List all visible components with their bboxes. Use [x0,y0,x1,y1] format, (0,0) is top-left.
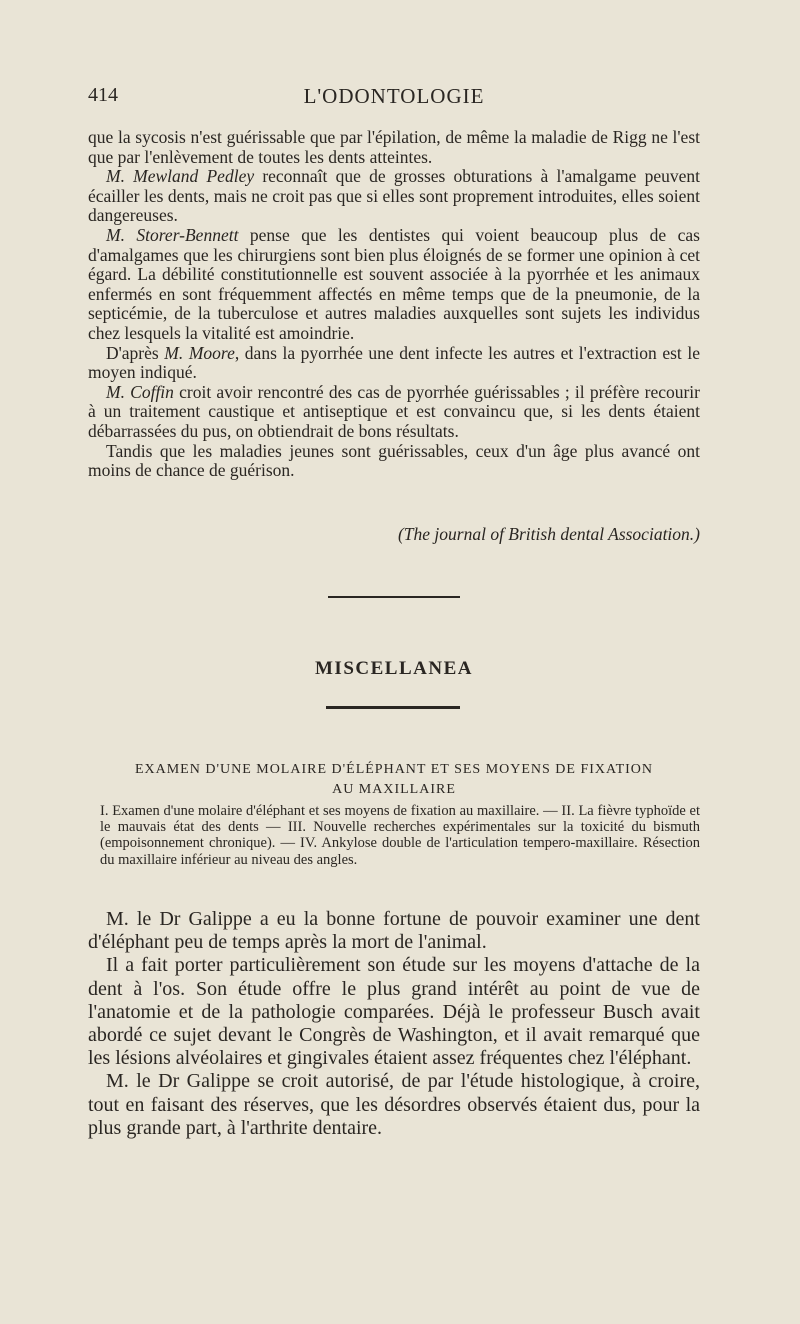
paragraph: Il a fait porter particulièrement son étude sur les moyens d'attache de la dent à l'os. Son étude offre le plus grand intérêt au point de vue de l'anatomie et de la pathologie comparées. Déjà le professeur Busch avait abordé ce sujet devant le Congrès de Washington, et il avait remarqué que les lésions alvéolaires et gingivales étaient assez fréquentes chez l'éléphant. [88,954,700,1070]
article-elephant-text [88,908,700,1140]
paragraph [88,344,700,383]
article-title [88,760,700,800]
paragraph-text: , dans la pyorrhée une dent infecte les autres et l'extraction est le moyen indiqué. [88,342,700,383]
paragraph-text: croit avoir rencontré des cas de pyorrhée guérissables ; il préfère recourir à un traitement caustique et antiseptique et est convaincu que, si les dents étaient débarrassées du pus, on obtiendrait de bons résultats. [88,381,701,441]
paragraph [88,167,700,226]
speaker-name: M. Mewland Pedley [106,166,255,187]
speaker-name: M. Storer-Bennett [106,224,239,245]
article-title-line: EXAMEN D'UNE MOLAIRE D'ÉLÉPHANT ET SES MOYENS DE FIXATION [134,762,654,777]
paragraph-text: reconnaît que de grosses obturations à l'amalgame peuvent écailler les dents, mais ne croit pas que si elles sont proprement introduites, elles soient dangereuses. [88,166,700,226]
speaker-name: M. Moore [164,342,235,363]
section-title: MISCELLANEA [315,658,473,679]
paragraph [88,383,700,442]
paragraph-text: pense que les dentistes qui voient beaucoup plus de cas d'amalgames que les chirurgiens sont bien plus éloignés de se former une opinion à cet égard. La débilité constitutionnelle est souvent associée à la pyorrhée et les animaux enfermés en sont fréquemment affectés en même temps que de la pneumonie, de la septicémie, de la tuberculose et autres maladies auxquelles sont sujets les individus chez lesquels la vitalité est amoindrie. [88,224,700,343]
article-pyorrhea-text [88,128,700,481]
paragraph-text: D'après [106,342,165,363]
source-citation: (The journal of British dental Association.) [397,524,700,544]
divider-rule [326,706,460,709]
article-summary: I. Examen d'une molaire d'éléphant et ses moyens de fixation au maxillaire. — II. La fièvre typhoïde et le mauvais état des dents — III. Nouvelle recherches expérimentales sur la toxicité du bismuth (empoisonnement chronique). — IV. Ankylose double de l'articulation tempero-maxillaire. Résection du maxillaire inférieur au niveau des angles. [100,803,700,868]
paragraph [88,226,700,344]
paragraph: que la sycosis n'est guérissable que par l'épilation, de même la maladie de Rigg ne l'est que par l'enlèvement de toutes les dents atteintes. [88,127,700,167]
paragraph: Tandis que les maladies jeunes sont guérissables, ceux d'un âge plus avancé ont moins de chance de guérison. [88,440,700,481]
divider-rule [328,596,460,598]
article-title-line: AU MAXILLAIRE [332,782,456,797]
page-number: 414 [88,84,118,106]
speaker-name: M. Coffin [106,381,174,402]
page-header [88,84,700,114]
running-head: L'ODONTOLOGIE [303,84,485,108]
paragraph: M. le Dr Galippe a eu la bonne fortune de pouvoir examiner une dent d'éléphant peu de temps après la mort de l'animal. [88,908,700,954]
paragraph: M. le Dr Galippe se croit autorisé, de par l'étude histologique, à croire, tout en faisant des réserves, que les désordres observés étaient dus, pour la plus grande part, à l'arthrite dentaire. [88,1070,700,1139]
